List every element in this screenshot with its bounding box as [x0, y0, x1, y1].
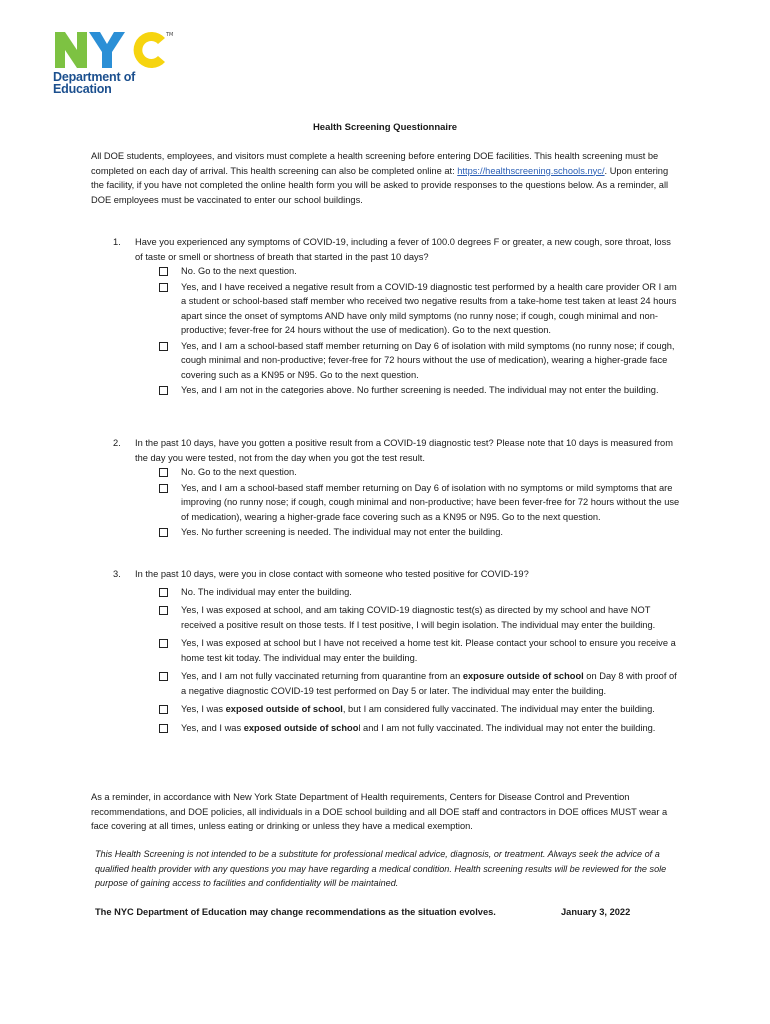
option-label-bold: exposed outside of school [225, 704, 343, 714]
option-label: Yes. No further screening is needed. The individual may not enter the building. [181, 527, 503, 537]
option-label: No. Go to the next question. [181, 266, 297, 276]
option-item [159, 585, 681, 600]
intro-paragraph [91, 149, 681, 207]
option-label: Yes, I was exposed at school, and am taking COVID-19 diagnostic test(s) as directed by my school and have NOT received a positive result on those tests. If I test positive, I will begin isolation. The individual may enter the building. [181, 605, 656, 630]
option-label: Yes, and I am not in the categories above. No further screening is needed. The individual may not enter the building. [181, 385, 659, 395]
option-item [159, 603, 681, 632]
option-item [159, 264, 681, 279]
checkbox[interactable] [159, 267, 168, 276]
checkbox[interactable] [159, 386, 168, 395]
option-item [159, 525, 681, 540]
option-label: Yes, and I am a school-based staff member returning on Day 6 of isolation with no symptoms or mild symptoms that are improving (no runny nose; if cough, cough minimal and non-productive; have been fever-free for 72 hours without the use of medication), wearing a higher-grade face covering such as a KN95 or N95. Go to the next question. [181, 482, 680, 522]
option-label: No. Go to the next question. [181, 467, 297, 477]
question-text: In the past 10 days, have you gotten a positive result from a COVID-19 diagnostic test? Please note that 10 days is measured from the day you were tested, not from the day when you got the test result. [135, 438, 673, 463]
option-item [159, 383, 681, 398]
question-3 [91, 567, 681, 735]
page-title: Health Screening Questionnaire [312, 122, 458, 133]
option-item [159, 280, 681, 338]
option-label-pre: Yes, and I was [181, 722, 244, 733]
question-number: 2. [113, 438, 121, 448]
dept-line-2: Education [53, 82, 112, 96]
dept-line-1: Department of [53, 70, 136, 84]
option-item [159, 702, 681, 717]
checkbox[interactable] [159, 283, 168, 292]
health-screening-link[interactable]: https://healthscreening.schools.nyc/ [457, 165, 605, 176]
option-label-post: l and I am not fully vaccinated. The individual may not enter the building. [358, 722, 656, 733]
footer-date: January 3, 2022 [561, 907, 631, 917]
question-options [159, 465, 681, 540]
checkbox[interactable] [159, 342, 168, 351]
option-label: Yes, and I am a school-based staff member returning on Day 6 of isolation with mild symptoms (no runny nose; if cough, cough minimal and non-productive; fever-free for 72 hours without the use of medication), wearing a higher-grade face covering such as a KN95 or N95. Go to the next question. [181, 340, 675, 380]
checkbox[interactable] [159, 606, 168, 615]
department-name [53, 71, 135, 95]
option-label-pre: Yes, I was [181, 704, 226, 714]
option-item [159, 481, 681, 525]
question-options [159, 264, 681, 398]
question-number: 3. [113, 569, 121, 579]
question-text: Have you experienced any symptoms of COVID-19, including a fever of 100.0 degrees F or greater, a new cough, sore throat, loss of taste or smell or shortness of breath that started in the past 10 days? [135, 237, 671, 262]
question-text: In the past 10 days, were you in close contact with someone who tested positive for COVID-19? [135, 569, 529, 579]
option-item [159, 721, 681, 736]
question-number: 1. [113, 237, 121, 247]
checkbox[interactable] [159, 639, 168, 648]
option-item [159, 636, 681, 665]
option-label: Yes, I was exposed at school but I have not received a home test kit. Please contact your school to ensure you receive a home test kit today. The individual may enter the building. [181, 638, 676, 663]
option-label-post: on Day 8 with proof of a negative diagnostic COVID-19 test performed on Day 5 or later. The individual may enter the building. [181, 671, 677, 696]
checkbox[interactable] [159, 724, 168, 733]
option-label-pre: Yes, and I am not fully vaccinated returning from quarantine from an [181, 671, 463, 681]
option-label-bold: exposure outside of school [462, 671, 584, 681]
question-2 [91, 436, 681, 540]
svg-text:TM: TM [166, 32, 173, 38]
checkbox[interactable] [159, 705, 168, 714]
option-item [159, 465, 681, 480]
question-options [159, 585, 681, 736]
checkbox[interactable] [159, 468, 168, 477]
intro-text-2: . Upon entering the facility, if you have not completed the online health form you will be asked to provide responses to the questions below. As a reminder, all DOE employees must be vaccinated to enter our school buildings. [91, 165, 669, 205]
footer-note: The NYC Department of Education may change recommendations as the situation evolves. [95, 907, 496, 917]
checkbox[interactable] [159, 484, 168, 493]
checkbox[interactable] [159, 672, 168, 681]
reminder-paragraph: As a reminder, in accordance with New York State Department of Health requirements, Centers for Disease Control and Prevention recommendations, and DOE policies, all individuals in a DOE school building and all DOE staff and contractors in DOE offices MUST wear a face covering at all times, unless eating or drinking or unless they have a medical exemption. [91, 792, 668, 831]
option-label-bold: exposed outside of schoo [243, 722, 359, 733]
option-label: No. The individual may enter the building. [181, 586, 352, 597]
nyc-logo-icon [53, 28, 173, 72]
checkbox[interactable] [159, 588, 168, 597]
question-1 [91, 235, 681, 398]
disclaimer-paragraph: This Health Screening is not intended to be a substitute for professional medical advice, diagnosis, or treatment. Always seek the advice of a qualified health provider with any questions you may have regarding a medical condition. Health screening results will be reviewed for the sole purpose of gaining access to facilities and confidentiality will be maintained. [95, 849, 667, 888]
checkbox[interactable] [159, 528, 168, 537]
option-item [159, 669, 681, 698]
option-label-post: , but I am considered fully vaccinated. The individual may enter the building. [342, 704, 655, 714]
option-label: Yes, and I have received a negative result from a COVID-19 diagnostic test performed by a health care provider OR I am a student or school-based staff member who received two negative results from a take-home test taken at least 24 hours apart since the onset of symptoms AND have only mild symptoms (no runny nose; if cough, cough minimal and non-productive; fever-free for 24 hours without the use of medication). Go to the next question. [181, 281, 677, 335]
option-item [159, 339, 681, 383]
intro-text-1: All DOE students, employees, and visitors must complete a health screening before entering DOE facilities. This health screening must be completed on each day of arrival. This health screening can also be completed online at: [91, 151, 659, 176]
